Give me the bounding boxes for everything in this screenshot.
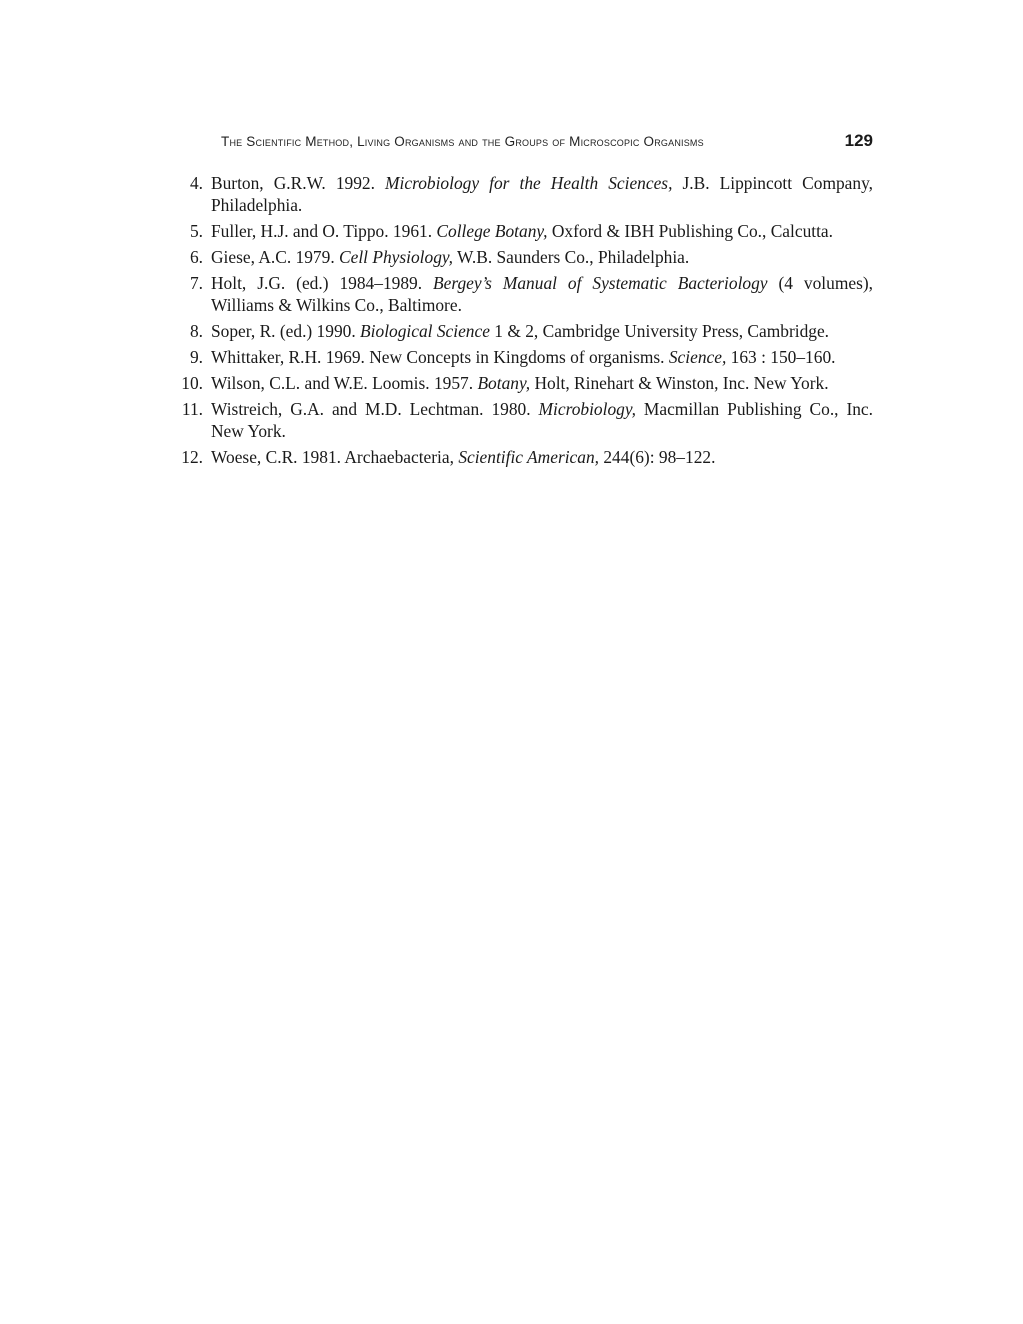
page-number: 129 xyxy=(844,131,873,150)
reference-authors: Wilson, C.L. and W.E. Loomis. 1957. xyxy=(211,373,478,393)
reference-item xyxy=(170,446,873,468)
reference-number: 12. xyxy=(181,447,203,467)
reference-publisher: Holt, Rinehart & Winston, Inc. New York. xyxy=(530,373,829,393)
reference-authors: Whittaker, R.H. 1969. New Concepts in Kingdoms of organisms. xyxy=(211,347,669,367)
reference-title: Botany, xyxy=(477,373,531,393)
reference-authors: Giese, A.C. 1979. xyxy=(211,247,340,267)
reference-text xyxy=(211,273,873,315)
reference-title: Microbiology for the Health Sciences, xyxy=(385,173,673,193)
reference-text xyxy=(211,173,873,215)
reference-publisher: W.B. Saunders Co., Philadelphia. xyxy=(453,247,690,267)
reference-title: Science, xyxy=(668,347,727,367)
reference-item xyxy=(170,272,873,316)
reference-number: 5. xyxy=(189,221,203,241)
reference-text xyxy=(211,321,829,341)
reference-title: Microbiology, xyxy=(538,399,636,419)
reference-title: Biological Science xyxy=(360,321,490,341)
reference-title: Scientific American, xyxy=(458,447,600,467)
reference-text xyxy=(211,399,873,441)
reference-number: 4. xyxy=(189,173,203,193)
reference-item xyxy=(170,398,873,442)
reference-item xyxy=(170,220,873,242)
reference-authors: Holt, J.G. (ed.) 1984–1989. xyxy=(211,273,434,293)
reference-item xyxy=(170,246,873,268)
reference-title: College Botany, xyxy=(436,221,548,241)
reference-text xyxy=(211,221,833,241)
reference-number: 10. xyxy=(181,373,203,393)
reference-publisher: J.B. Lippincott Company, Philadelphia. xyxy=(211,173,873,215)
reference-text xyxy=(211,347,836,367)
reference-number: 6. xyxy=(189,247,203,267)
reference-list xyxy=(170,172,873,472)
reference-publisher: Oxford & IBH Publishing Co., Calcutta. xyxy=(547,221,834,241)
reference-text xyxy=(211,447,715,467)
reference-item xyxy=(170,320,873,342)
reference-publisher: 244(6): 98–122. xyxy=(599,447,716,467)
reference-publisher: 1 & 2, Cambridge University Press, Cambridge. xyxy=(489,321,830,341)
reference-authors: Burton, G.R.W. 1992. xyxy=(211,173,386,193)
reference-publisher: Macmillan Publishing Co., Inc. New York. xyxy=(211,399,874,441)
reference-authors: Soper, R. (ed.) 1990. xyxy=(211,321,361,341)
reference-item xyxy=(170,346,873,368)
reference-number: 8. xyxy=(189,321,203,341)
reference-title: Bergey’s Manual of Systematic Bacteriology xyxy=(433,273,768,293)
reference-publisher: (4 volumes), Williams & Wilkins Co., Baltimore. xyxy=(211,273,873,315)
reference-number: 11. xyxy=(181,399,203,419)
reference-authors: Wistreich, G.A. and M.D. Lechtman. 1980. xyxy=(211,399,539,419)
running-head xyxy=(0,131,1023,155)
reference-title: Cell Physiology, xyxy=(339,247,454,267)
reference-item xyxy=(170,172,873,216)
reference-item xyxy=(170,372,873,394)
running-title: The Scientific Method, Living Organisms and the Groups of Microscopic Organisms xyxy=(221,134,704,149)
reference-authors: Woese, C.R. 1981. Archaebacteria, xyxy=(211,447,459,467)
reference-text xyxy=(211,247,689,267)
reference-number: 7. xyxy=(189,273,203,293)
reference-publisher: 163 : 150–160. xyxy=(726,347,836,367)
reference-number: 9. xyxy=(189,347,203,367)
reference-authors: Fuller, H.J. and O. Tippo. 1961. xyxy=(211,221,437,241)
reference-text xyxy=(211,373,829,393)
